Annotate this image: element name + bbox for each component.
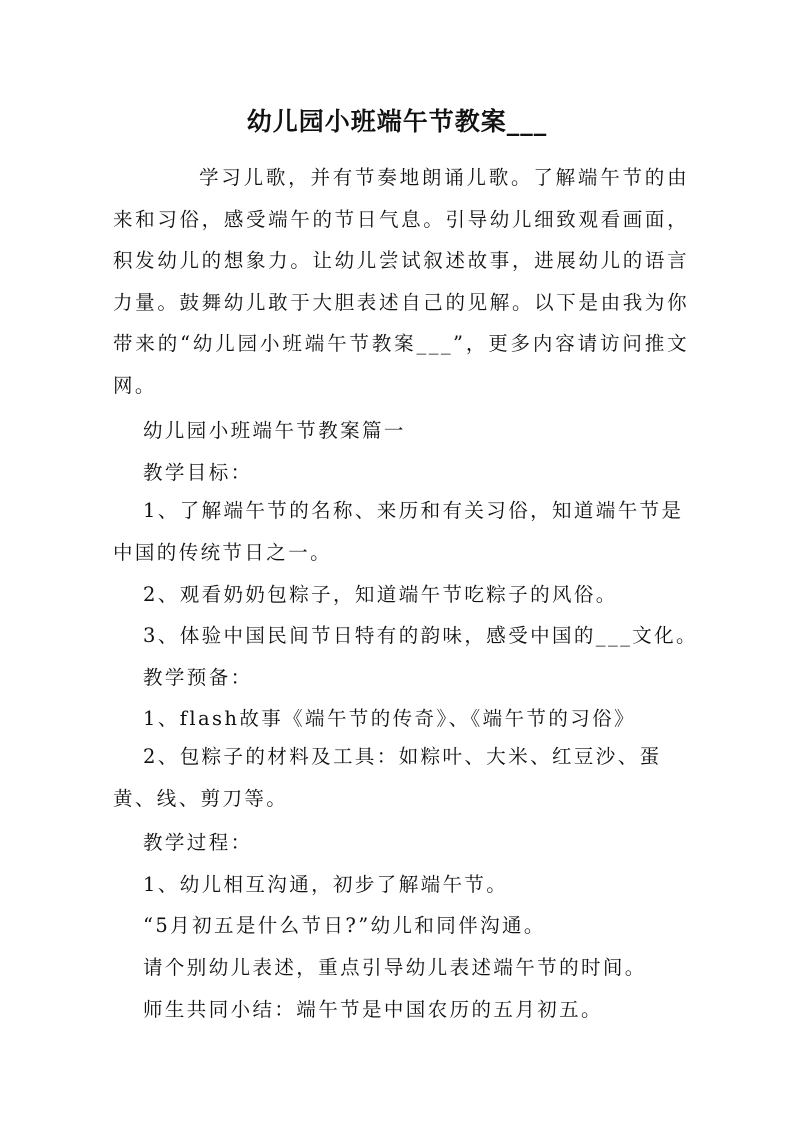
document-title: 幼儿园小班端午节教案___ bbox=[246, 107, 548, 136]
goal-item-2: 2、观看奶奶包粽子，知道端午节吃粽子的风俗。 bbox=[143, 583, 618, 606]
prep-heading: 教学预备： bbox=[143, 666, 253, 689]
prep-item-1: 1、flash故事《端午节的传奇》、《端午节的习俗》 bbox=[143, 707, 636, 730]
process-answer: 请个别幼儿表述，重点引导幼儿表述端午节的时间。 bbox=[143, 956, 647, 979]
goal-item-1: 1、了解端午节的名称、来历和有关习俗，知道端午节是中国的传统节日之一。 bbox=[113, 499, 684, 564]
process-item-1: 1、幼儿相互沟通，初步了解端午节。 bbox=[143, 873, 509, 896]
process-summary: 师生共同小结：端午节是中国农历的五月初五。 bbox=[143, 998, 603, 1021]
prep-item-2: 2、包粽子的材料及工具：如粽叶、大米、红豆沙、蛋黄、线、剪刀等。 bbox=[113, 745, 662, 810]
goals-heading: 教学目标： bbox=[143, 461, 253, 484]
section-heading: 幼儿园小班端午节教案篇一 bbox=[143, 419, 406, 442]
goal-item-3: 3、体验中国民间节日特有的韵味，感受中国的___文化。 bbox=[143, 624, 698, 647]
process-heading: 教学过程： bbox=[143, 831, 253, 854]
intro-paragraph: 学习儿歌，并有节奏地朗诵儿歌。了解端午节的由来和习俗，感受端午的节日气息。引导幼儿细致观看画面，积发幼儿的想象力。让幼儿尝试叙述故事，进展幼儿的语言力量。鼓舞幼儿敢于大胆表述自己的见解。以下是由我为你带来的“幼儿园小班端午节教案___”，更多内容请访问推文网。 bbox=[113, 166, 689, 397]
process-question: “5月初五是什么节日?”幼儿和同伴沟通。 bbox=[143, 914, 546, 937]
